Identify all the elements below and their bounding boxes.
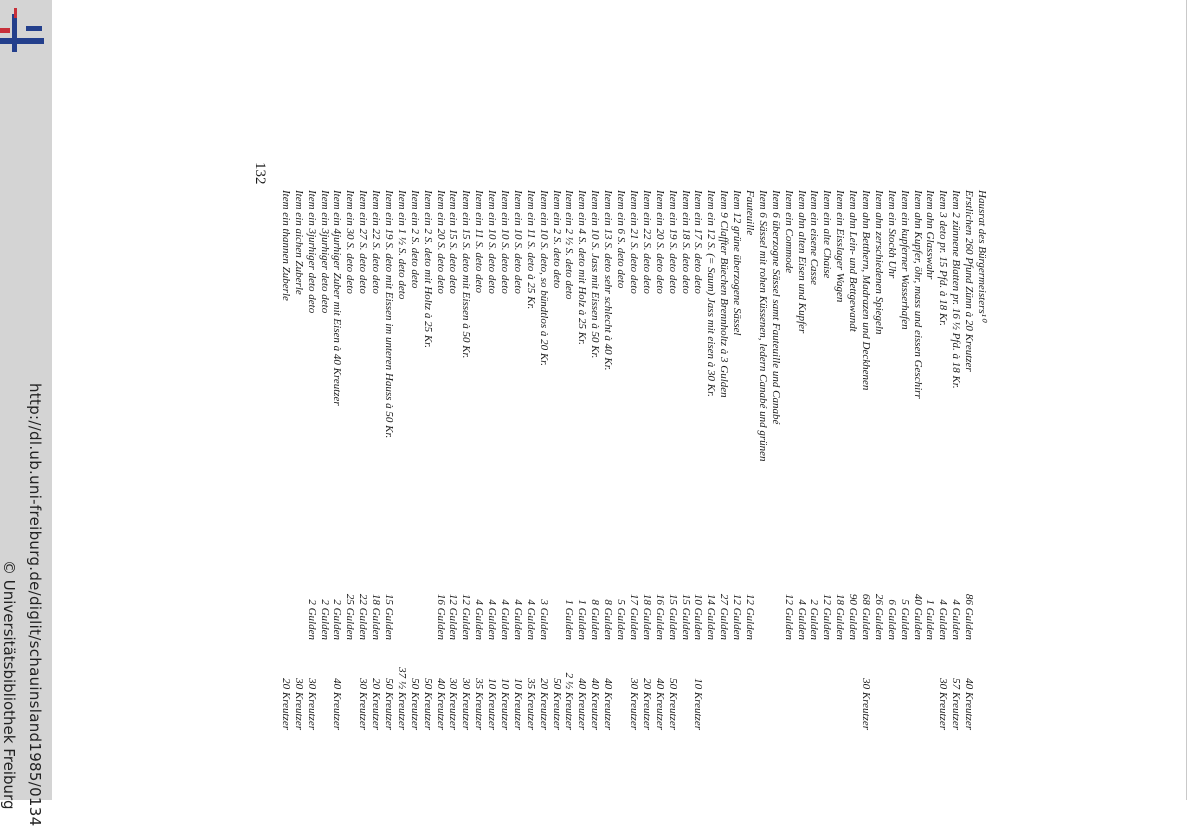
- ledger-row: [769, 190, 782, 790]
- gulden-amount: 4 Gulden: [524, 599, 537, 640]
- gulden-amount: 68 Gulden: [859, 593, 872, 640]
- gulden-amount: 86 Gulden: [963, 593, 976, 640]
- gulden-amount: 2 Gulden: [305, 599, 318, 640]
- gulden-amount: 4 Gulden: [499, 599, 512, 640]
- gulden-amount: 2 Gulden: [318, 599, 331, 640]
- gulden-amount: 15 Gulden: [383, 593, 396, 640]
- ledger-row: [369, 190, 382, 790]
- gulden-amount: 8 Gulden: [602, 599, 615, 640]
- ledger-row: [756, 190, 769, 790]
- item-description: Item ein 10 S. Jass mit Eissen à 50 Kr.: [589, 190, 602, 359]
- gulden-amount: 4 Gulden: [486, 599, 499, 640]
- ledger-row: [911, 190, 924, 790]
- item-description: Item ein 11 S. deto deto: [473, 190, 486, 294]
- ledger-row: [640, 190, 653, 790]
- item-description: Item ein Eisslager Wagen: [834, 190, 847, 303]
- ledger-row: [627, 190, 640, 790]
- page-edge-divider: [1186, 0, 1187, 800]
- kreuzer-amount: 40 Kreutzer: [602, 678, 615, 730]
- kreuzer-amount: 50 Kreutzer: [408, 678, 421, 730]
- ledger-row: [292, 190, 305, 790]
- ledger-row: [459, 190, 472, 790]
- ledger-row: [679, 190, 692, 790]
- gulden-amount: 17 Gulden: [627, 593, 640, 640]
- gulden-amount: 8 Gulden: [589, 599, 602, 640]
- ledger-row: [421, 190, 434, 790]
- item-description: Item ein 2 S. deto mit Holtz à 25 Kr.: [421, 190, 434, 348]
- item-description: Item ein 27 S. deto deto: [357, 190, 370, 294]
- gulden-amount: 12 Gulden: [821, 593, 834, 640]
- kreuzer-amount: 40 Kreutzer: [589, 678, 602, 730]
- kreuzer-amount: 10 Kreutzer: [511, 678, 524, 730]
- kreuzer-amount: 20 Kreutzer: [537, 678, 550, 730]
- item-description: Item ein 13 S. deto sehr schlecht à 40 Kr.: [602, 190, 615, 371]
- item-description: Hausrat des Bürgermeisters¹⁰: [976, 190, 988, 322]
- gulden-amount: 12 Gulden: [731, 593, 744, 640]
- ledger-row: [408, 190, 421, 790]
- ledger-row: [859, 190, 872, 790]
- item-description: Item ein 18 S. deto deto: [679, 190, 692, 294]
- item-description: Item ahn Betthern, Madrazen und Deckhenen: [859, 190, 872, 391]
- ledger-row: [434, 190, 447, 790]
- item-description: Item ein 15 S. deto deto: [447, 190, 460, 294]
- item-description: Fauteuille: [743, 190, 756, 236]
- gulden-amount: 15 Gulden: [666, 593, 679, 640]
- item-description: Item ein eisene Casse: [808, 190, 821, 285]
- ledger-row: [924, 190, 937, 790]
- ledger-row: [498, 190, 511, 790]
- gulden-amount: 12 Gulden: [460, 593, 473, 640]
- ledger-row: [962, 190, 975, 790]
- gulden-amount: 1 Gulden: [924, 599, 937, 640]
- ledger-row: [949, 190, 962, 790]
- gulden-amount: 40 Gulden: [911, 593, 924, 640]
- item-description: Item ein Stockh Uhr: [885, 190, 898, 279]
- gulden-amount: 14 Gulden: [705, 593, 718, 640]
- ledger-row: [704, 190, 717, 790]
- ub-freiburg-logo-icon[interactable]: [0, 8, 44, 52]
- item-description: Item 6 überzogne Sässel samt Fauteuille und Canabé: [769, 190, 782, 425]
- gulden-amount: 1 Gulden: [563, 599, 576, 640]
- kreuzer-amount: 30 Kreutzer: [627, 678, 640, 730]
- ledger-row: [872, 190, 885, 790]
- kreuzer-amount: 2 ½ Kreutzer: [563, 672, 576, 730]
- item-description: Item ein thannen Zuberle: [279, 190, 292, 301]
- copyright-notice: © Universitätsbibliothek Freiburg: [0, 560, 18, 810]
- item-description: Item ahn zerschiedenen Spiegeln: [872, 190, 885, 335]
- kreuzer-amount: 40 Kreutzer: [331, 678, 344, 730]
- item-description: Item ein alte Chaise: [821, 190, 834, 279]
- kreuzer-amount: 30 Kreutzer: [357, 678, 370, 730]
- kreuzer-amount: 35 Kreutzer: [473, 678, 486, 730]
- kreuzer-amount: 57 Kreutzer: [950, 678, 963, 730]
- gulden-amount: 5 Gulden: [615, 599, 628, 640]
- ledger-row: [820, 190, 833, 790]
- item-description: Item ein 11 S. deto à 25 Kr.: [524, 190, 537, 310]
- ledger-row: [343, 190, 356, 790]
- scanned-page: [252, 120, 1048, 800]
- gulden-amount: 27 Gulden: [718, 593, 731, 640]
- item-description: Item ein 2 S. deto deto: [408, 190, 421, 289]
- gulden-amount: 18 Gulden: [834, 593, 847, 640]
- ledger-row: [550, 190, 563, 790]
- item-description: Item ein 20 S. deto deto: [653, 190, 666, 294]
- ledger-row: [485, 190, 498, 790]
- item-description: Item ahn alten Eisen und Kupfer: [795, 190, 808, 334]
- ledger-row: [808, 190, 821, 790]
- gulden-amount: 4 Gulden: [473, 599, 486, 640]
- ledger-row: [318, 190, 331, 790]
- kreuzer-amount: 40 Kreutzer: [434, 678, 447, 730]
- item-description: Item ein 10 S. deto, so bündtlos à 20 Kr.: [537, 190, 550, 366]
- ledger-row: [472, 190, 485, 790]
- page-number: 132: [252, 162, 268, 185]
- kreuzer-amount: 35 Kreutzer: [524, 678, 537, 730]
- item-description: Item ein 10 S. deto deto: [499, 190, 512, 294]
- inventory-ledger: [279, 190, 988, 790]
- kreuzer-amount: 50 Kreutzer: [550, 678, 563, 730]
- ledger-row: [601, 190, 614, 790]
- gulden-amount: 25 Gulden: [344, 593, 357, 640]
- ledger-row: [846, 190, 859, 790]
- item-description: Item ein Commode: [782, 190, 795, 274]
- item-description: Item ein 30 S. deto deto: [344, 190, 357, 294]
- ledger-row: [356, 190, 369, 790]
- viewer-sidebar: [0, 0, 52, 826]
- item-description: Item ein 2 S. deto deto: [550, 190, 563, 289]
- gulden-amount: 22 Gulden: [357, 593, 370, 640]
- kreuzer-amount: 30 Kreutzer: [460, 678, 473, 730]
- item-description: Item ein aichen Zuberle: [292, 190, 305, 295]
- kreuzer-amount: 50 Kreutzer: [421, 678, 434, 730]
- item-description: Item ahn Kupfer, öhr, mass und eissen Geschirr: [911, 190, 924, 399]
- item-description: Item ein 1 ½ S. deto deto: [395, 190, 408, 300]
- ledger-row: [576, 190, 589, 790]
- kreuzer-amount: 20 Kreutzer: [279, 678, 292, 730]
- item-description: Item ein 4jurhiger Zuber mit Eisen à 40 Kreutzer: [331, 190, 344, 406]
- source-url[interactable]: http://dl.ub.uni-freiburg.de/diglit/schauinsland1985/0134: [26, 383, 44, 826]
- gulden-amount: 10 Gulden: [692, 593, 705, 640]
- kreuzer-amount: 30 Kreutzer: [859, 678, 872, 730]
- gulden-amount: 4 Gulden: [511, 599, 524, 640]
- item-description: Item ein 3jurhiger deto deto: [305, 190, 318, 314]
- kreuzer-amount: 10 Kreutzer: [486, 678, 499, 730]
- gulden-amount: 15 Gulden: [679, 593, 692, 640]
- item-description: Item ein 20 S. deto deto: [434, 190, 447, 294]
- item-description: Item ein kupferner Wasserhafen: [898, 190, 911, 330]
- ledger-row: [447, 190, 460, 790]
- item-description: Item ahn Lein- und Bettgewandt: [847, 190, 860, 332]
- kreuzer-amount: 50 Kreutzer: [666, 678, 679, 730]
- item-description: Item ein 22 S. deto deto: [640, 190, 653, 294]
- gulden-amount: 18 Gulden: [640, 593, 653, 640]
- ledger-row: [782, 190, 795, 790]
- kreuzer-amount: 40 Kreutzer: [963, 678, 976, 730]
- item-description: Item ein 19 S. deto deto: [666, 190, 679, 294]
- item-description: Item ein 2 ½ S. deto deto: [563, 190, 576, 300]
- item-description: Item ein 15 S. deto mit Eissen à 50 Kr.: [460, 190, 473, 359]
- ledger-row: [305, 190, 318, 790]
- ledger-row: [975, 190, 988, 790]
- ledger-row: [885, 190, 898, 790]
- ledger-row: [563, 190, 576, 790]
- ledger-row: [936, 190, 949, 790]
- gulden-amount: 12 Gulden: [782, 593, 795, 640]
- item-description: Item ein 3jurhiger deto deto: [318, 190, 331, 314]
- item-description: Item ein 21 S. deto deto: [627, 190, 640, 294]
- gulden-amount: 4 Gulden: [795, 599, 808, 640]
- ledger-row: [653, 190, 666, 790]
- kreuzer-amount: 50 Kreutzer: [383, 678, 396, 730]
- item-description: Item ahn Glasswahr: [924, 190, 937, 280]
- gulden-amount: 16 Gulden: [434, 593, 447, 640]
- kreuzer-amount: 10 Kreutzer: [499, 678, 512, 730]
- kreuzer-amount: 30 Kreutzer: [305, 678, 318, 730]
- kreuzer-amount: 37 ½ Kreutzer: [395, 667, 408, 730]
- kreuzer-amount: 30 Kreutzer: [937, 678, 950, 730]
- ledger-row: [524, 190, 537, 790]
- kreuzer-amount: 20 Kreutzer: [640, 678, 653, 730]
- ledger-row: [395, 190, 408, 790]
- gulden-amount: 1 Gulden: [576, 599, 589, 640]
- gulden-amount: 2 Gulden: [331, 599, 344, 640]
- item-description: Item 3 deto pr. 15 Pfd. à 18 Kr.: [937, 190, 950, 326]
- ledger-row: [537, 190, 550, 790]
- kreuzer-amount: 30 Kreutzer: [447, 678, 460, 730]
- gulden-amount: 4 Gulden: [950, 599, 963, 640]
- item-description: Item 6 Sässel mit rohen Küssenen, ledern Canabé und grünen: [756, 190, 769, 462]
- item-description: Item ein 17 S. deto deto: [692, 190, 705, 294]
- ledger-row: [743, 190, 756, 790]
- ledger-row: [279, 190, 292, 790]
- item-description: Item 2 zünnene Blatten pr. 16 ½ Pfd. à 18 Kr.: [950, 190, 963, 389]
- ledger-row: [717, 190, 730, 790]
- ledger-row: [795, 190, 808, 790]
- gulden-amount: 5 Gulden: [898, 599, 911, 640]
- kreuzer-amount: 40 Kreutzer: [653, 678, 666, 730]
- kreuzer-amount: 10 Kreutzer: [692, 678, 705, 730]
- ledger-row: [511, 190, 524, 790]
- gulden-amount: 90 Gulden: [847, 593, 860, 640]
- ledger-row: [382, 190, 395, 790]
- kreuzer-amount: 30 Kreutzer: [292, 678, 305, 730]
- gulden-amount: 3 Gulden: [537, 599, 550, 640]
- gulden-amount: 12 Gulden: [743, 593, 756, 640]
- item-description: Item ein 4 S. deto mit Holz à 25 Kr.: [576, 190, 589, 345]
- item-description: Item ein 10 S. deto deto: [511, 190, 524, 294]
- ledger-row: [898, 190, 911, 790]
- item-description: Item 9 Claffter Büechen Brennholtz à 3 Gulden: [718, 190, 731, 398]
- ledger-row: [666, 190, 679, 790]
- ledger-row: [692, 190, 705, 790]
- gulden-amount: 2 Gulden: [808, 599, 821, 640]
- gulden-amount: 12 Gulden: [447, 593, 460, 640]
- item-description: Erstlichen 260 Pfund Zünn à 20 Kreutzer: [963, 190, 976, 372]
- gulden-amount: 26 Gulden: [872, 593, 885, 640]
- gulden-amount: 6 Gulden: [885, 599, 898, 640]
- ledger-row: [331, 190, 344, 790]
- item-description: Item ein 6 S. deto deto: [615, 190, 628, 289]
- item-description: Item ein 22 S. deto deto: [370, 190, 383, 294]
- item-description: Item 12 grüne überzogene Sässel: [731, 190, 744, 336]
- item-description: Item ein 12 S. (= Saum) Jass mit eisen à 30 Kr.: [705, 190, 718, 397]
- kreuzer-amount: 20 Kreutzer: [370, 678, 383, 730]
- kreuzer-amount: 40 Kreutzer: [576, 678, 589, 730]
- item-description: Item ein 10 S. deto deto: [486, 190, 499, 294]
- ledger-row: [730, 190, 743, 790]
- ledger-row: [614, 190, 627, 790]
- gulden-amount: 18 Gulden: [370, 593, 383, 640]
- item-description: Item ein 19 S. deto mit Eissen im unteren Hauss à 50 Kr.: [383, 190, 396, 439]
- ledger-row: [833, 190, 846, 790]
- ledger-row: [588, 190, 601, 790]
- gulden-amount: 4 Gulden: [937, 599, 950, 640]
- gulden-amount: 16 Gulden: [653, 593, 666, 640]
